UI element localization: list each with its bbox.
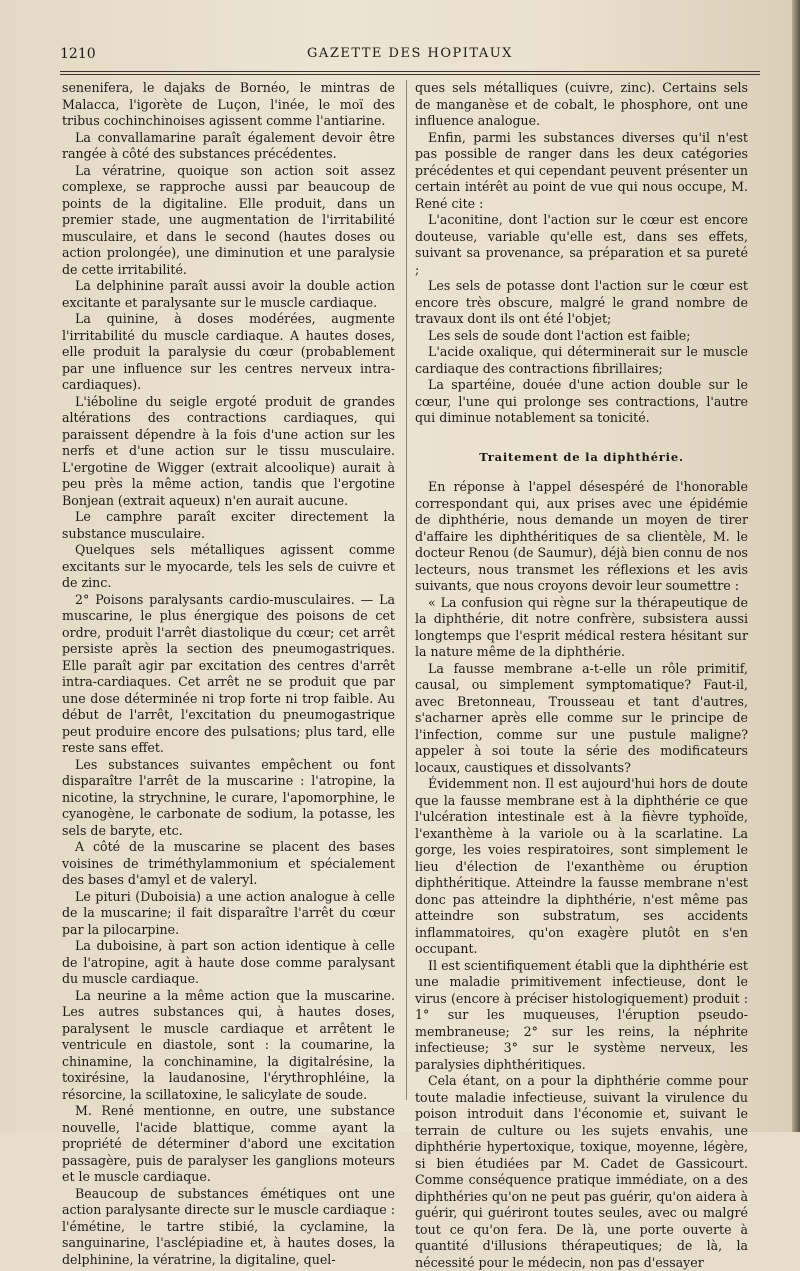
page-number: 1210 <box>60 46 96 62</box>
paragraph: Il est scientifiquement établi que la diphthérie est une maladie primitivement infectieuse, dont le virus (encore à préciser histologiquement) produit : 1° sur les muqueuses, l'éruption pseudo-membraneuse; 2° sur les reins, la néphrite infectieuse; 3° sur le système nerveux, les paralysies diphthéritiques. <box>415 957 748 1072</box>
header-rule-double <box>60 74 760 75</box>
paragraph: « La confusion qui règne sur la thérapeutique de la diphthérie, dit notre confrère, subsistera aussi longtemps que l'esprit médical restera hésitant sur la nature même de la diphthérie. <box>415 594 748 659</box>
paragraph: La vératrine, quoique son action soit assez complexe, se rapproche aussi par beaucoup de points de la digitaline. Elle produit, dans un premier stade, une augmentation de l'irritabilité musculaire, et dans le second (hautes doses ou action prolongée), une diminution et une paralysie de cette irritabilité. <box>62 162 395 277</box>
paragraph: Enfin, parmi les substances diverses qu'il n'est pas possible de ranger dans les deux catégories précédentes et qui cependant peuvent présenter un certain intérêt au point de vue qui nous occupe, M. René cite : <box>415 129 748 211</box>
paragraph: La convallamarine paraît également devoir être rangée à côté des substances précédentes. <box>62 129 395 161</box>
paragraph: Le camphre paraît exciter directement la substance musculaire. <box>62 509 395 541</box>
paragraph: Beaucoup de substances émétiques ont une action paralysante directe sur le muscle cardiaque : l'émétine, le tartre stibié, la cyclamine, la sanguinarine, l'asclépiadine et, à hautes doses, la delphinine, la vératrine, la digitaline, quel- <box>62 1185 395 1267</box>
paragraph: Les substances suivantes empêchent ou font disparaître l'arrêt de la muscarine : l'atropine, la nicotine, la strychnine, le curare, l'apomorphine, le cyanogène, le carbonate de sodium, la potasse, les sels de baryte, etc. <box>62 756 395 838</box>
paragraph: L'acide oxalique, qui déterminerait sur le muscle cardiaque des contractions fibrillaires; <box>415 344 748 376</box>
right-column <box>415 80 748 1271</box>
paragraph: La spartéine, douée d'une action double sur le cœur, l'une qui prolonge ses contractions, l'autre qui diminue notablement sa tonicité. <box>415 377 748 425</box>
paragraph: L'aconitine, dont l'action sur le cœur est encore douteuse, variable qu'elle est, dans ses effets, suivant sa provenance, sa préparation et sa pureté ; <box>415 212 748 277</box>
paragraph: Cela étant, on a pour la diphthérie comme pour toute maladie infectieuse, suivant la virulence du poison introduit dans l'économie et, suivant le terrain de culture ou les sujets envahis, une diphthérie hypertoxique, toxique, moyenne, légère, si bien étudiées par M. Cadet de Gassicourt. Comme conséquence pratique immédiate, on a des diphthéries qu'on ne peut pas guérir, qu'on aidera à guérir, qui guériront toutes seules, avec ou malgré tout ce qu'on fera. De là, une porte ouverte à quantité d'illusions thérapeutiques; de là, la nécessité pour le médecin, non pas d'essayer <box>415 1073 748 1270</box>
header-rule <box>60 71 760 72</box>
paragraph: M. René mentionne, en outre, une substance nouvelle, l'acide blattique, comme ayant la propriété de déterminer d'abord une excitation passagère, puis de paralyser les ganglions moteurs et le muscle cardiaque. <box>62 1103 395 1184</box>
paragraph: 2° Poisons paralysants cardio-musculaires. — La muscarine, le plus énergique des poisons de cet ordre, produit l'arrêt diastolique du cœur; cet arrêt persiste après la section des pneumogastriques. Elle paraît agir par excitation des centres d'arrêt intra-cardiaques. Cet arrêt ne se produit que par une dose déterminée ni trop forte ni trop faible. Au début de l'arrêt, l'excitation du pneumogastrique peut produire encore des pulsations; plus tard, elle reste sans effet. <box>62 591 395 755</box>
paragraph: L'iéboline du seigle ergoté produit de grandes altérations des contractions cardiaques, qui paraissent dépendre à la fois d'une action sur les nerfs et d'une action sur le tissu musculaire. L'ergotine de Wigger (extrait alcoolique) aurait à peu près la même action, tandis que l'ergotine Bonjean (extrait aqueux) n'en aurait aucune. <box>62 393 395 508</box>
paragraph: Quelques sels métalliques agissent comme excitants sur le myocarde, tels les sels de cuivre et de zinc. <box>62 542 395 590</box>
column-separator <box>406 80 407 1100</box>
paragraph: Le pituri (Duboisia) a une action analogue à celle de la muscarine; il fait disparaître l'arrêt du cœur par la pilocarpine. <box>62 888 395 937</box>
paragraph: Les sels de soude dont l'action est faible; <box>428 327 691 343</box>
page-header <box>60 40 760 64</box>
left-column <box>62 80 395 1268</box>
paragraph: La delphinine paraît aussi avoir la double action excitante et paralysante sur le muscle cardiaque. <box>62 278 395 310</box>
paragraph: ques sels métalliques (cuivre, zinc). Certains sels de manganèse et de cobalt, le phosphore, ont une influence analogue. <box>415 80 748 128</box>
paragraph: La duboisine, à part son action identique à celle de l'atropine, agit à haute dose comme paralysant du muscle cardiaque. <box>62 938 395 986</box>
paragraph: senenifera, le dajaks de Bornéo, le mintras de Malacca, l'igorète de Luçon, l'inée, le moï des tribus cochinchinoises agissent comme l'antiarine. <box>62 80 395 128</box>
paragraph: En réponse à l'appel désespéré de l'honorable correspondant qui, aux prises avec une épidémie de diphthérie, nous demande un moyen de tirer d'affaire les diphthéritiques de sa clientèle, M. le docteur Renou (de Saumur), déjà bien connu de nos lecteurs, nous transmet les réflexions et les avis suivants, que nous croyons devoir leur soumettre : <box>415 479 748 593</box>
journal-title: GAZETTE DES HOPITAUX <box>307 46 513 61</box>
paragraph: La quinine, à doses modérées, augmente l'irritabilité du muscle cardiaque. A hautes doses, elle produit la paralysie du cœur (probablement par une influence sur les centres nerveux intra-cardiaques). <box>62 311 395 392</box>
paragraph: Évidemment non. Il est aujourd'hui hors de doute que la fausse membrane est à la diphthérie ce que l'ulcération intestinale est à la fièvre typhoïde, l'exanthème à la variole ou à la scarlatine. La gorge, les voies respiratoires, sont simplement le lieu d'élection de l'exanthème ou éruption diphthéritique. Atteindre la fausse membrane n'est donc pas atteindre la diphthérie, n'est même pas atteindre son substratum, ses accidents inflammatoires, qu'on exagère plutôt en s'en occupant. <box>415 776 748 956</box>
page-edge <box>792 0 800 1132</box>
paragraph: La fausse membrane a-t-elle un rôle primitif, causal, ou simplement symptomatique? Faut-il, avec Bretonneau, Trousseau et tant d'autres, s'acharner après elle comme sur le principe de l'infection, comme sur une pustule maligne? appeler à soi toute la série des modificateurs locaux, caustiques et dissolvants? <box>415 660 748 775</box>
paragraph: Les sels de potasse dont l'action sur le cœur est encore très obscure, malgré le grand nombre de travaux dont ils ont été l'objet; <box>415 278 748 326</box>
paragraph: La neurine a la même action que la muscarine. Les autres substances qui, à hautes doses, paralysent le muscle cardiaque et arrêtent le ventricule en diastole, sont : la coumarine, la chinamine, la conchinamine, la digitalrésine, la toxirésine, la laudanosine, l'érythrophléine, la résorcine, la scillatoxine, le salicylate de soude. <box>62 987 395 1102</box>
paragraph: A côté de la muscarine se placent des bases voisines de triméthylammonium et spécialement des bases d'amyl et de valeryl. <box>62 839 395 887</box>
section-title: Traitement de la diphthérie. <box>479 449 684 464</box>
